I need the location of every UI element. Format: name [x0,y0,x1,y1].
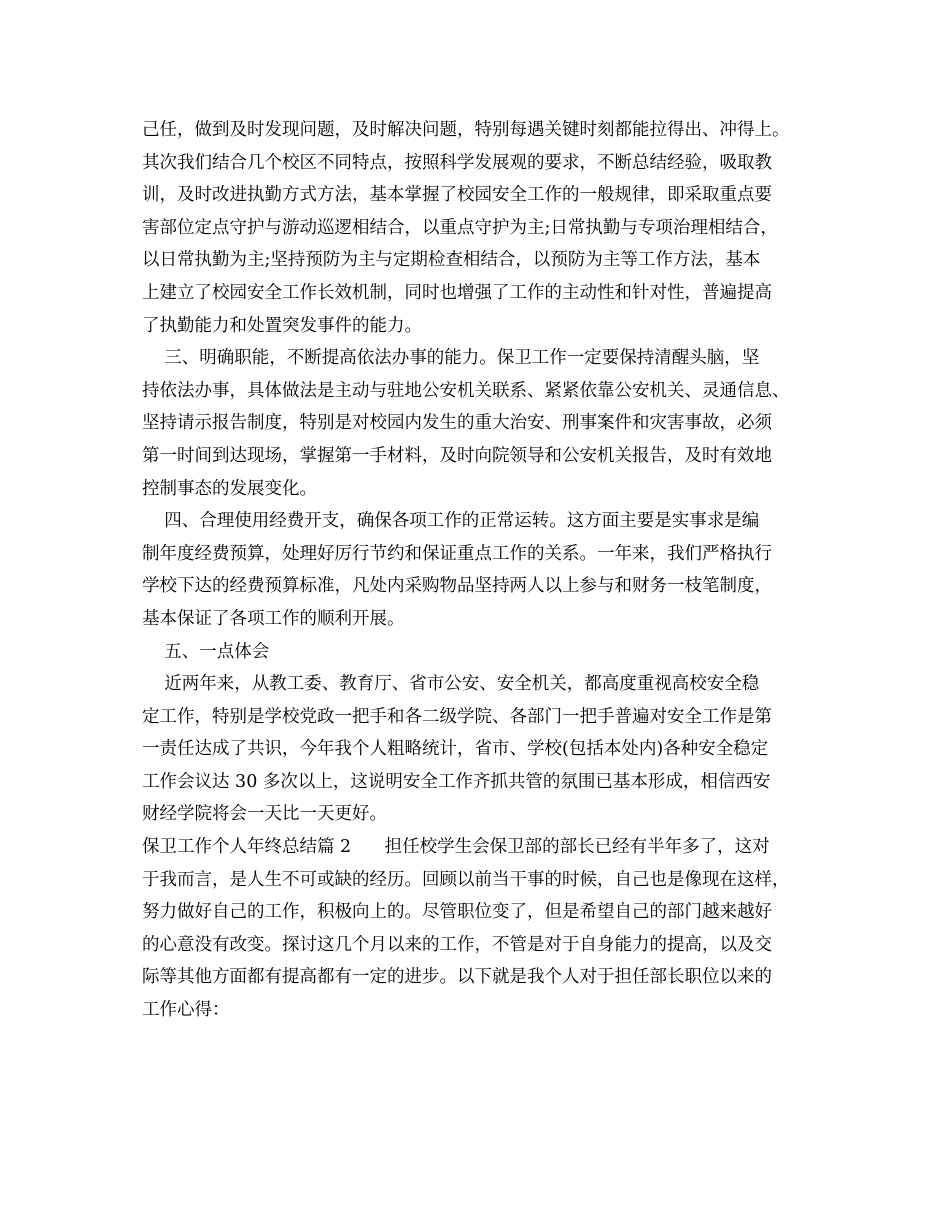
text-line: 坚持请示报告制度，特别是对校园内发生的重大治安、刑事案件和灾害事故，必须 [142,413,772,434]
text-line: 其次我们结合几个校区不同特点，按照科学发展观的要求，不断总结经验，吸取教 [142,152,772,173]
text-line: 基本保证了各项工作的顺利开展。 [142,608,405,629]
text-line: 定工作，特别是学校党政一把手和各二级学院、各部门一把手普遍对安全工作是第 [142,706,772,727]
text-line: 于我而言，是人生不可或缺的经历。回顾以前当干事的时候，自己也是像现在这样， [142,869,790,890]
section-four-heading-line: 四、合理使用经费开支，确保各项工作的正常运转。这方面主要是实事求是编 [142,511,760,532]
text-line: 持依法办事，具体做法是主动与驻地公安机关联系、紧紧依靠公安机关、灵通信息、 [142,380,790,401]
text-line: 际等其他方面都有提高都有一定的进步。以下就是我个人对于担任部长职位以来的 [142,967,772,988]
text-line: 努力做好自己的工作，积极向上的。尽管职位变了，但是希望自己的部门越来越好 [142,902,772,923]
text-line: 财经学院将会一天比一天更好。 [142,804,387,825]
text-line: 工作心得： [142,1000,230,1021]
article-two-title-line: 保卫工作个人年终总结篇 2 担任校学生会保卫部的部长已经有半年多了，这对 [142,837,770,858]
text-line: 害部位定点守护与游动巡逻相结合，以重点守护为主;日常执勤与专项治理相结合， [142,217,778,238]
text-line: 己任，做到及时发现问题，及时解决问题，特别每遇关键时刻都能拉得出、冲得上。 [142,120,790,140]
text-line: 第一时间到达现场，掌握第一手材料，及时向院领导和公安机关报告，及时有效地 [142,445,772,466]
text-line: 训，及时改进执勤方式方法，基本掌握了校园安全工作的一般规律，即采取重点要 [142,185,772,206]
text-line: 学校下达的经费预算标准，凡处内采购物品坚持两人以上参与和财务一枝笔制度， [142,576,772,597]
section-three-heading-line: 三、明确职能，不断提高依法办事的能力。保卫工作一定要保持清醒头脑，坚 [142,348,760,369]
text-line: 上建立了校园安全工作长效机制，同时也增强了工作的主动性和针对性，普遍提高 [142,282,772,303]
text-line: 以日常执勤为主;坚持预防为主与定期检查相结合，以预防为主等工作方法，基本 [142,250,761,271]
text-line: 了执勤能力和处置突发事件的能力。 [142,315,422,336]
text-line: 工作会议达 30 多次以上，这说明安全工作齐抓共管的氛围已基本形成，相信西安 [142,771,771,792]
text-line: 近两年来，从教工委、教育厅、省市公安、安全机关，都高度重视高校安全稳 [142,674,760,695]
section-five-heading: 五、一点体会 [142,641,270,662]
document-body [142,114,822,1027]
text-line: 的心意没有改变。探讨这几个月以来的工作，不管是对于自身能力的提高，以及交 [142,934,772,955]
text-line: 一责任达成了共识，今年我个人粗略统计，省市、学校(包括本处内)各种安全稳定 [142,739,769,760]
text-line: 控制事态的发展变化。 [142,478,317,499]
text-line: 制年度经费预算，处理好厉行节约和保证重点工作的关系。一年来，我们严格执行 [142,543,772,564]
